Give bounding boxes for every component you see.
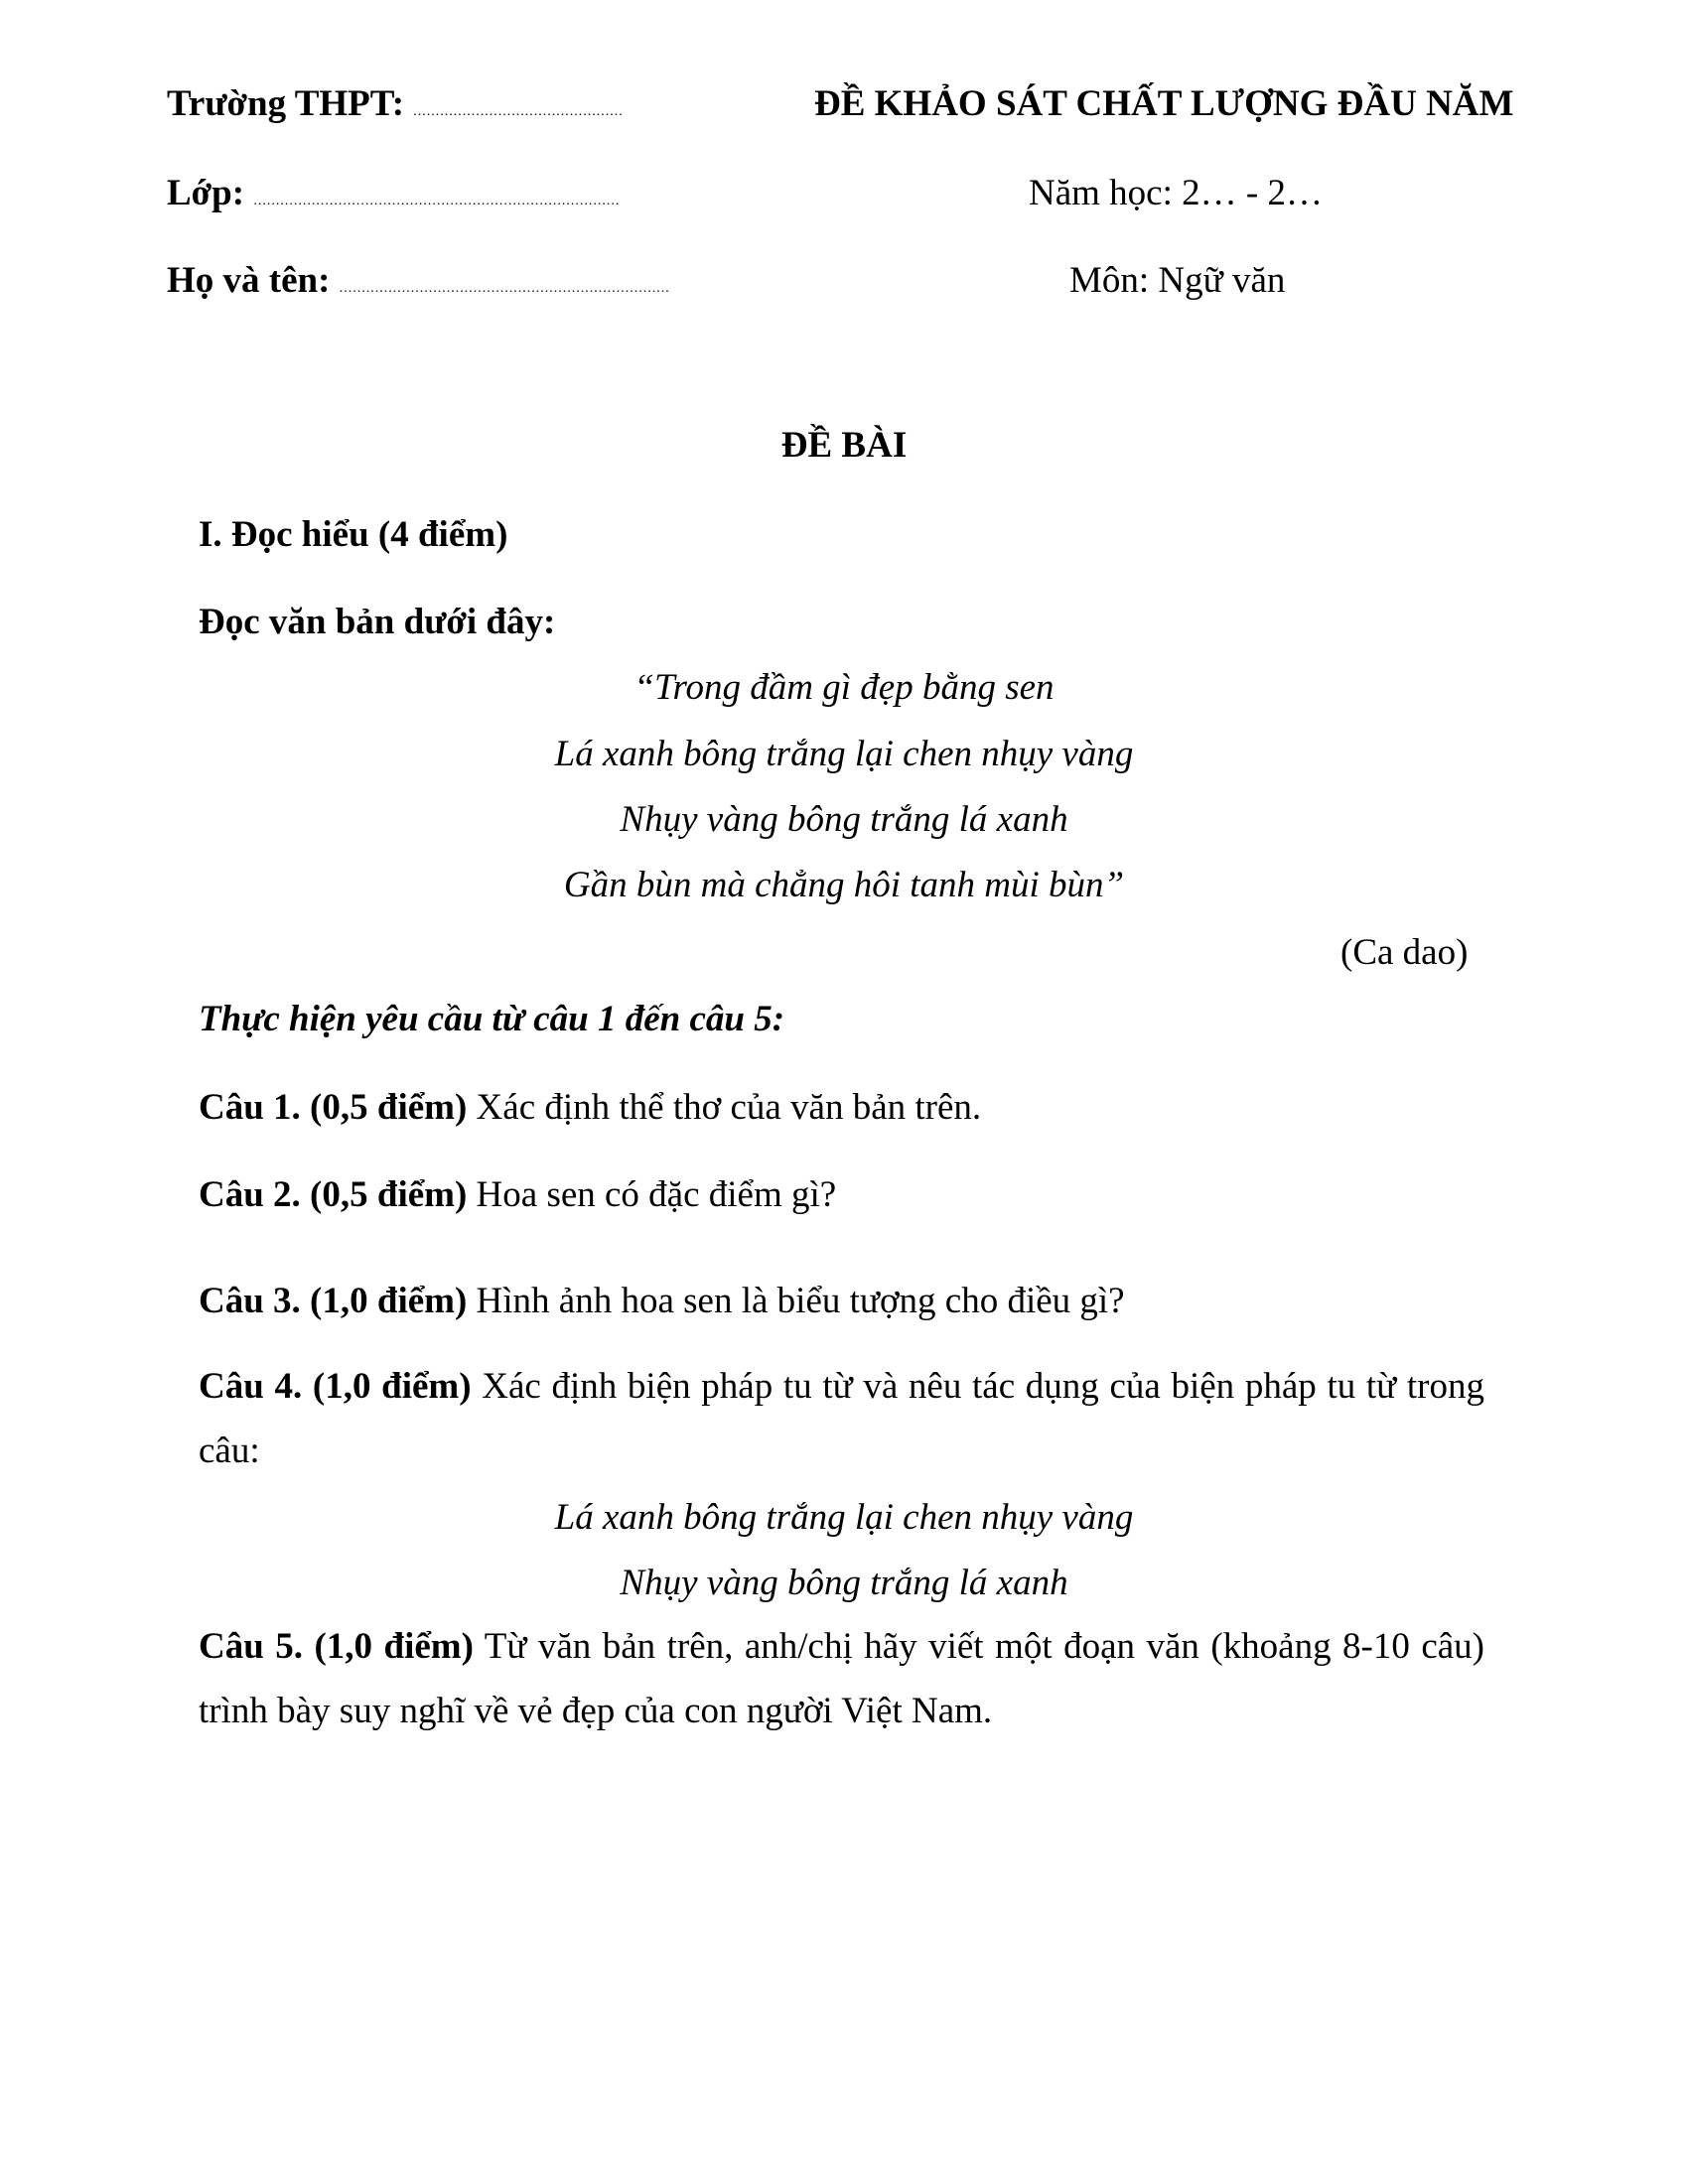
question-1-text: Xác định thể thơ của văn bản trên. [467,1087,982,1128]
q4-quote-line-2: Nhụy vàng bông trắng lá xanh [620,1563,1068,1603]
q4-quote-line-1: Lá xanh bông trắng lại chen nhụy vàng [554,1497,1134,1538]
subject: Môn: Ngữ văn [1069,260,1286,301]
question-1 [199,1089,981,1126]
question-2 [199,1176,836,1213]
question-5 [199,1614,1484,1743]
question-2-label: Câu 2. (0,5 điểm) [199,1174,468,1215]
name-line [167,262,670,299]
read-instruction: Đọc văn bản dưới đây: [199,602,556,642]
class-fill-dots: .................................................................................. [253,194,621,208]
poem-line-3: Nhụy vàng bông trắng lá xanh [620,799,1068,840]
school-year: Năm học: 2… - 2… [1029,173,1323,213]
class-line [167,175,620,211]
school-label: Trường THPT: [167,83,405,124]
poem-line-4: Gần bùn mà chẳng hôi tanh mùi bùn” [563,865,1125,905]
poem-line-2: Lá xanh bông trắng lại chen nhụy vàng [554,734,1134,774]
question-5-label: Câu 5. (1,0 điểm) [199,1626,474,1667]
poem-line-1: “Trong đầm gì đẹp bằng sen [633,667,1055,708]
question-4-text: Xác định biện pháp tu từ và nêu tác dụng của biện pháp tu từ trong câu: [199,1366,1484,1471]
school-line [167,85,624,122]
question-3 [199,1283,1125,1319]
poem-source: (Ca dao) [1340,932,1469,973]
class-label: Lớp: [167,173,245,213]
question-1-label: Câu 1. (0,5 điểm) [199,1087,468,1128]
name-fill-dots: .......................................................................... [339,281,670,296]
section1-title: I. Đọc hiểu (4 điểm) [199,514,508,555]
question-3-label: Câu 3. (1,0 điểm) [199,1281,468,1321]
question-4-label: Câu 4. (1,0 điểm) [199,1366,472,1407]
question-3-text: Hình ảnh hoa sen là biểu tượng cho điều gì? [467,1281,1125,1321]
exam-title: ĐỀ KHẢO SÁT CHẤT LƯỢNG ĐẦU NĂM [814,83,1514,124]
question-4 [199,1354,1484,1483]
school-fill-dots: ............................................... [413,104,624,119]
exam-heading: ĐỀ BÀI [780,425,908,466]
name-label: Họ và tên: [167,260,331,301]
task-instruction: Thực hiện yêu cầu từ câu 1 đến câu 5: [199,999,785,1039]
question-5-text: Từ văn bản trên, anh/chị hãy viết một đoạn văn (khoảng 8-10 câu) trình bày suy nghĩ về vẻ đẹp của con người Việt Nam. [199,1626,1484,1731]
question-2-text: Hoa sen có đặc điểm gì? [467,1174,837,1215]
